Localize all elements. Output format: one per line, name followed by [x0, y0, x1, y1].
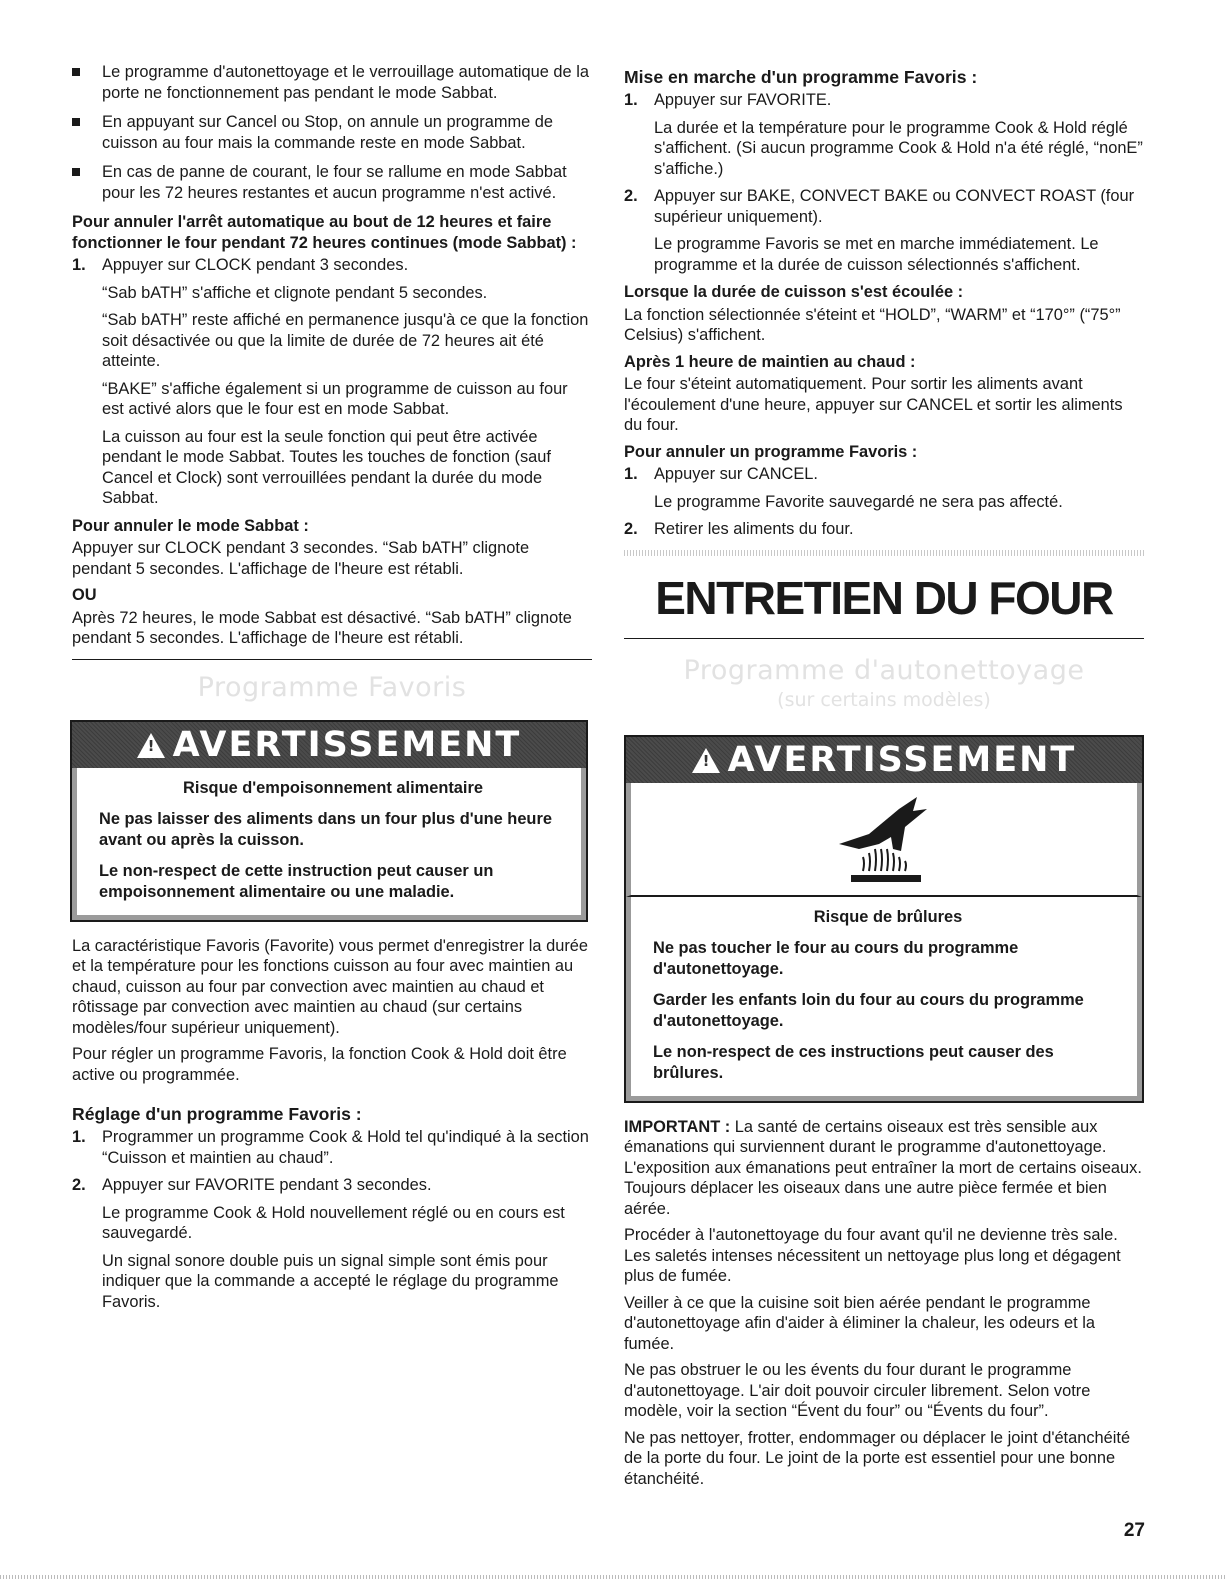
list-item: Le programme d'autonettoyage et le verrouillage automatique de la porte ne fonctionnement pas pendant le mode Sabbat.	[72, 62, 592, 103]
warning-text: Le non-respect de ces instructions peut causer des brûlures.	[653, 1042, 1054, 1082]
left-column	[72, 62, 592, 1319]
mise-en-marche-heading: Mise en marche d'un programme Favoris :	[624, 67, 978, 87]
step-item	[624, 90, 1144, 179]
hot-surface-hand-icon-graphic	[829, 789, 939, 889]
bottom-dotted-edge	[0, 1575, 1225, 1579]
step-text: Appuyer sur CANCEL.	[654, 465, 818, 483]
cleaning-paragraph: Ne pas obstruer le ou les évents du four durant le programme d'autonettoyage. L'air doit pouvoir circuler librement. Selon votre modèle, voir la section “Évent du four” ou “Évents du four”.	[624, 1361, 1091, 1420]
step-text: Appuyer sur CLOCK pendant 3 secondes.	[102, 256, 409, 274]
step-text: Appuyer sur FAVORITE pendant 3 secondes.	[102, 1176, 432, 1194]
cooking-finished-heading: Lorsque la durée de cuisson s'est écoulée :	[624, 283, 964, 301]
step-text: Appuyer sur FAVORITE.	[654, 91, 832, 109]
warning-body	[72, 768, 586, 920]
warning-text: Ne pas laisser des aliments dans un four plus d'une heure avant ou après la cuisson.	[99, 809, 552, 849]
step-text: “Sab bATH” reste affiché en permanence jusqu'à ce que la fonction soit désactivée ou que la limite de durée de 72 heures ait été atteinte.	[102, 311, 589, 370]
important-label: IMPORTANT :	[624, 1117, 731, 1136]
hot-surface-hand-icon	[626, 783, 1142, 897]
warning-triangle-icon: !	[137, 733, 165, 758]
warning-text: Garder les enfants loin du four au cours du programme d'autonettoyage.	[653, 990, 1084, 1030]
food-poisoning-warning-box	[70, 720, 588, 922]
important-text: La santé de certains oiseaux est très sensible aux émanations qui surviennent durant le programme d'autonettoyage. L'exposition aux émanations peut entraîner la mort de certains oiseaux. Toujours déplacer les oiseaux dans une autre pièce fermée et bien aérée.	[624, 1117, 1142, 1218]
step-item	[72, 1175, 592, 1312]
favoris-intro-text: La caractéristique Favoris (Favorite) vous permet d'enregistrer la durée et la température pour les fonctions cuisson au four avec maintien au chaud, cuisson au four par convection avec maintien au chaud et rôtissage par convection avec maintien au chaud (sur certains modèles/four supérieur uniquement).	[72, 936, 589, 1037]
reglage-heading: Réglage d'un programme Favoris :	[72, 1104, 362, 1124]
warning-risk-title: Risque de brûlures	[813, 907, 963, 926]
step-number: 1.	[72, 256, 86, 274]
step-number: 2.	[624, 187, 638, 205]
warning-body	[626, 897, 1142, 1101]
step-text: Le programme Cook & Hold nouvellement réglé ou en cours est sauvegardé.	[102, 1203, 565, 1242]
step-text: Un signal sonore double puis un signal simple sont émis pour indiquer que la commande a accepté le réglage du programme Favoris.	[102, 1251, 559, 1311]
step-text: Le programme Favoris se met en marche immédiatement. Le programme et la durée de cuisson sélectionnés s'affichent.	[654, 235, 1099, 274]
step-item	[72, 255, 592, 509]
step-text: La durée et la température pour le programme Cook & Hold réglé s'affichent. (Si aucun programme Cook & Hold n'a été réglé, “nonE” s'affiche.)	[654, 118, 1143, 178]
autonettoyage-section-title: Programme d'autonettoyage	[683, 654, 1085, 686]
warning-header	[72, 722, 586, 768]
step-text: Programmer un programme Cook & Hold tel qu'indiqué à la section “Cuisson et maintien au chaud”.	[102, 1128, 589, 1167]
bullet-square-icon	[72, 168, 80, 176]
step-item	[624, 464, 1144, 512]
bullet-square-icon	[72, 118, 80, 126]
mise-en-marche-steps	[624, 90, 1144, 275]
cooking-finished-text: La fonction sélectionnée s'éteint et “HOLD”, “WARM” et “170°” (“75°” Celsius) s'affichent.	[624, 305, 1121, 344]
dotted-divider	[624, 550, 1144, 556]
favoris-section-title: Programme Favoris	[197, 671, 467, 703]
list-item: En appuyant sur Cancel ou Stop, on annule un programme de cuisson au four mais la commande reste en mode Sabbat.	[72, 112, 592, 153]
step-number: 1.	[72, 1128, 86, 1146]
after-hold-text: Le four s'éteint automatiquement. Pour sortir les aliments avant l'écoulement d'une heure, appuyer sur CANCEL et sortir les aliments du four.	[624, 375, 1123, 434]
cleaning-paragraph: Ne pas nettoyer, frotter, endommager ou déplacer le joint d'étanchéité de la porte du four. Le joint de la porte est essentiel pour une bonne étanchéité.	[624, 1428, 1131, 1488]
after-72-hours-text: Après 72 heures, le mode Sabbat est désactivé. “Sab bATH” clignote pendant 5 secondes. L'affichage de l'heure est rétabli.	[72, 608, 572, 647]
after-hold-heading: Après 1 heure de maintien au chaud :	[624, 352, 916, 371]
step-number: 2.	[624, 520, 638, 538]
cancel-favoris-steps	[624, 464, 1144, 540]
favoris-setup-note: Pour régler un programme Favoris, la fonction Cook & Hold doit être active ou programmée.	[72, 1045, 567, 1084]
step-text: “BAKE” s'affiche également si un programme de cuisson au four est activé alors que le four est en mode Sabbat.	[102, 379, 568, 418]
step-text: Appuyer sur BAKE, CONVECT BAKE ou CONVECT ROAST (four supérieur uniquement).	[654, 187, 1135, 226]
step-text: Retirer les aliments du four.	[654, 520, 854, 538]
section-divider	[72, 659, 592, 660]
warning-text: Ne pas toucher le four au cours du programme d'autonettoyage.	[653, 938, 1019, 978]
sabbath-bullet-list	[72, 62, 592, 203]
cleaning-paragraph: Veiller à ce que la cuisine soit bien aérée pendant le programme d'autonettoyage afin d'aider à éliminer la chaleur, les odeurs et la fumée.	[624, 1293, 1095, 1353]
warning-header-text: AVERTISSEMENT	[727, 739, 1077, 780]
cancel-sabbath-heading: Pour annuler le mode Sabbat :	[72, 516, 309, 535]
warning-text: Le non-respect de cette instruction peut causer un empoisonnement alimentaire ou une maladie.	[99, 861, 494, 901]
autonettoyage-section-subtitle: (sur certains modèles)	[777, 688, 991, 711]
chapter-title: ENTRETIEN DU FOUR	[655, 571, 1113, 624]
cancel-auto-off-heading: Pour annuler l'arrêt automatique au bout de 12 heures et faire fonctionner le four pendant 72 heures continues (mode Sabbat) :	[72, 213, 577, 252]
warning-header	[626, 737, 1142, 783]
warning-header-text: AVERTISSEMENT	[172, 724, 522, 765]
step-text: “Sab bATH” s'affiche et clignote pendant 5 secondes.	[102, 283, 488, 302]
step-item	[624, 519, 1144, 540]
section-divider	[624, 638, 1144, 639]
warning-risk-title: Risque d'empoisonnement alimentaire	[183, 778, 483, 797]
right-column	[624, 62, 1144, 1489]
bullet-square-icon	[72, 68, 80, 76]
cancel-favoris-heading: Pour annuler un programme Favoris :	[624, 442, 918, 461]
burn-warning-box	[624, 735, 1144, 1103]
warning-triangle-icon: !	[692, 748, 720, 773]
step-text: Le programme Favorite sauvegardé ne sera pas affecté.	[654, 492, 1063, 511]
step-item	[72, 1127, 592, 1168]
or-label: OU	[72, 586, 97, 604]
step-number: 2.	[72, 1176, 86, 1194]
step-number: 1.	[624, 465, 638, 483]
step-item	[624, 186, 1144, 275]
list-item: En cas de panne de courant, le four se rallume en mode Sabbat pour les 72 heures restantes et aucun programme n'est activé.	[72, 162, 592, 203]
step-text: La cuisson au four est la seule fonction qui peut être activée pendant le mode Sabbat. Toutes les touches de fonction (sauf Cancel et Clock) sont verrouillées pendant la durée du mode Sabbat.	[102, 427, 551, 507]
important-note	[624, 1117, 1144, 1220]
cancel-sabbath-text: Appuyer sur CLOCK pendant 3 secondes. “Sab bATH” clignote pendant 5 secondes. L'affichage de l'heure est rétabli.	[72, 539, 530, 578]
page-number: 27	[1123, 1520, 1145, 1541]
reglage-steps	[72, 1127, 592, 1312]
step-number: 1.	[624, 91, 638, 109]
cleaning-paragraph: Procéder à l'autonettoyage du four avant qu'il ne devienne très sale. Les saletés intenses nécessitent un nettoyage plus long et dégagent plus de fumée.	[624, 1226, 1121, 1285]
cancel-auto-off-steps	[72, 255, 592, 509]
